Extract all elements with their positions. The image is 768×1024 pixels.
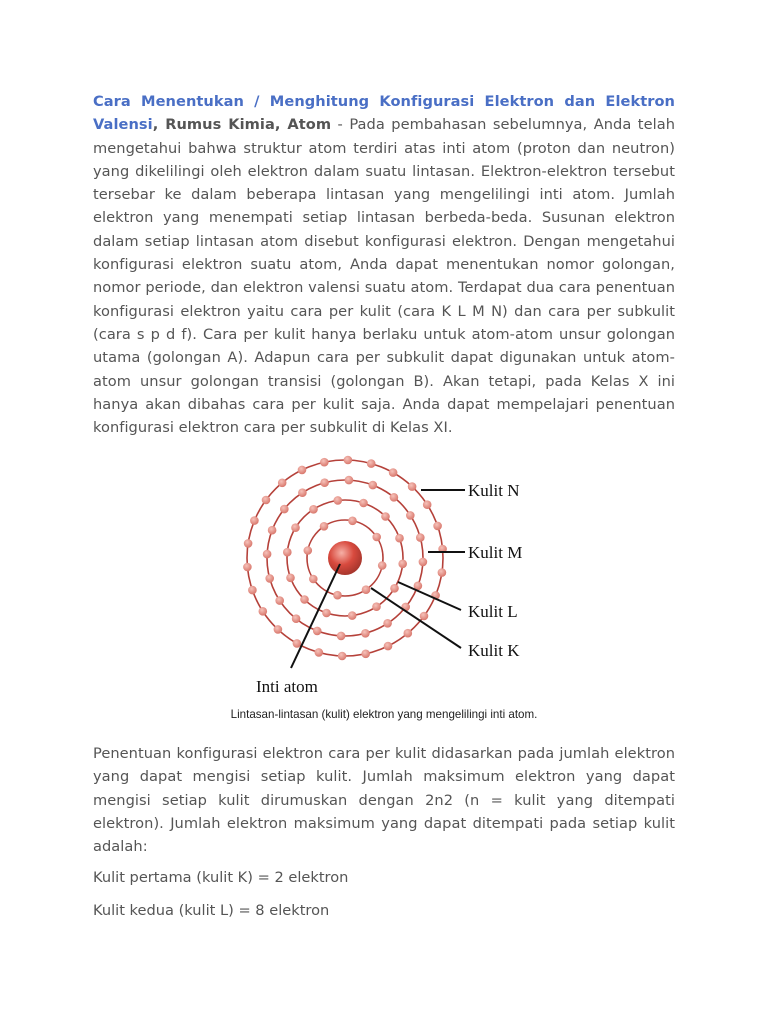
shell-k-electron (320, 522, 329, 531)
shell-k-electron (372, 533, 381, 542)
shell-k-electron (348, 517, 357, 526)
shell-m-electron (416, 533, 425, 542)
label-kulit-k: Kulit K (468, 641, 520, 660)
shell-n-electron (404, 629, 413, 638)
shell-l-electron (300, 595, 309, 604)
shell-k-capacity: Kulit pertama (kulit K) = 2 elektron (93, 869, 349, 886)
shell-m-electron (383, 619, 392, 628)
lead-comma: , (152, 116, 159, 134)
label-inti-atom: Inti atom (256, 677, 318, 696)
shell-n-electron (438, 568, 447, 577)
shell-n-electron (278, 479, 287, 488)
shell-l-electron (359, 499, 368, 508)
shell-n-electron (250, 516, 259, 525)
lead-keywords: Rumus Kimia, Atom (158, 116, 332, 134)
shell-l-electron (283, 548, 292, 557)
shell-n-electron (320, 458, 329, 467)
shell-m-electron (313, 627, 322, 636)
shell-n-electron (274, 625, 283, 634)
shell-n-electron (259, 607, 268, 616)
shell-l-electron (398, 560, 407, 569)
label-kulit-m: Kulit M (468, 543, 523, 562)
shell-m-electron (361, 629, 370, 638)
shell-l-electron (395, 534, 404, 543)
shell-m-electron (337, 632, 346, 641)
shell-m-electron (390, 493, 399, 502)
shell-m-electron (369, 481, 378, 490)
shell-m-electron (263, 550, 272, 559)
shell-m-electron (275, 596, 284, 605)
shell-n-electron (361, 650, 370, 659)
shell-l-electron (348, 611, 357, 620)
shell-n-electron (344, 456, 353, 465)
shell-n-electron (262, 496, 271, 505)
shell-m-electron (345, 476, 354, 485)
shell-l-electron (291, 523, 300, 532)
shell-n-electron (248, 586, 257, 595)
body-paragraph-2-wrapper (93, 742, 675, 858)
shell-k-electron (362, 585, 371, 594)
shell-m-electron (320, 478, 329, 487)
shell-m-electron (406, 511, 415, 520)
shell-l-electron (322, 609, 331, 618)
atom-diagram-svg (225, 452, 545, 704)
shell-k-electron (378, 561, 387, 570)
nucleus (328, 541, 362, 575)
shell-l-electron (390, 584, 399, 593)
shell-n-electron (389, 468, 398, 477)
shell-n-electron (384, 642, 393, 651)
figure-caption: Lintasan-lintasan (kulit) elektron yang mengelilingi inti atom. (230, 708, 538, 721)
shell-n-electron (367, 459, 376, 468)
shell-n-electron (293, 639, 302, 648)
shell-n-electron (244, 539, 253, 548)
shell-n-electron (408, 482, 417, 491)
shell-l-electron (334, 496, 343, 505)
pointer-kulit-k (371, 588, 461, 648)
shell-n-electron (243, 563, 252, 572)
shell-n-electron (338, 652, 347, 661)
atom-shell-diagram (225, 452, 545, 704)
shell-k-electron (309, 575, 318, 584)
shell-m-electron (298, 488, 307, 497)
shell-m-electron (292, 614, 301, 623)
shell-m-electron (268, 526, 277, 535)
shell-m-electron (419, 558, 428, 567)
shell-n-electron (433, 522, 442, 531)
shell-m-electron (265, 574, 274, 583)
intro-text: - Pada pembahasan sebelumnya, Anda telah mengetahui bahwa struktur atom terdiri atas inti atom (proton dan neutron) yang dikelilingi oleh elektron dalam suatu lintasan. Elektron-elektron tersebut tersebar ke dalam beberapa lintasan yang mengelilingi inti atom. Jumlah elektron yang menempati setiap lintasan berbeda-beda. Susunan elektron dalam setiap lintasan atom disebut konfigurasi elektron. Dengan mengetahui konfigurasi elektron suatu atom, Anda dapat menentukan nomor golongan, nomor periode, dan elektron valensi suatu atom. Terdapat dua cara penentuan konfigurasi elektron yaitu cara per kulit (cara K L M N) dan cara per subkulit (cara s p d f). Cara per kulit hanya berlaku untuk atom-atom unsur golongan utama (golongan A). Adapun cara per subkulit dapat digunakan untuk atom-atom unsur golongan transisi (golongan B). Akan tetapi, pada Kelas X ini hanya akan dibahas cara per kulit saja. Anda dapat mempelajari penentuan konfigurasi elektron cara per subkulit di Kelas XI. (93, 116, 675, 437)
shell-n-electron (423, 500, 432, 509)
shell-k-electron (333, 591, 342, 600)
shell-l-electron (381, 512, 390, 521)
shell-l-electron (372, 602, 381, 611)
article-intro (93, 90, 675, 439)
shell-k-electron (304, 546, 313, 555)
article-title-link[interactable]: Cara Menentukan / Menghitung Konfigurasi Elektron dan Elektron Valensi (93, 93, 675, 134)
intro-paragraph (93, 90, 675, 439)
shell-m-electron (280, 505, 289, 514)
shell-l-electron (286, 574, 295, 583)
shell-n-electron (298, 466, 307, 475)
shell-l-electron (309, 505, 318, 514)
shell-n-electron (420, 612, 429, 621)
body-paragraph-2: Penentuan konfigurasi elektron cara per kulit didasarkan pada jumlah elektron yang dapat mengisi setiap kulit. Jumlah maksimum elektron yang dapat mengisi setiap kulit dirumuskan dengan 2n2 (n = kulit yang ditempati elektron). Jumlah elektron maksimum yang dapat ditempati pada setiap kulit adalah: (93, 745, 675, 856)
label-kulit-n: Kulit N (468, 481, 520, 500)
shell-n-electron (315, 648, 324, 657)
shell-l-capacity: Kulit kedua (kulit L) = 8 elektron (93, 902, 330, 919)
label-kulit-l: Kulit L (468, 602, 518, 621)
